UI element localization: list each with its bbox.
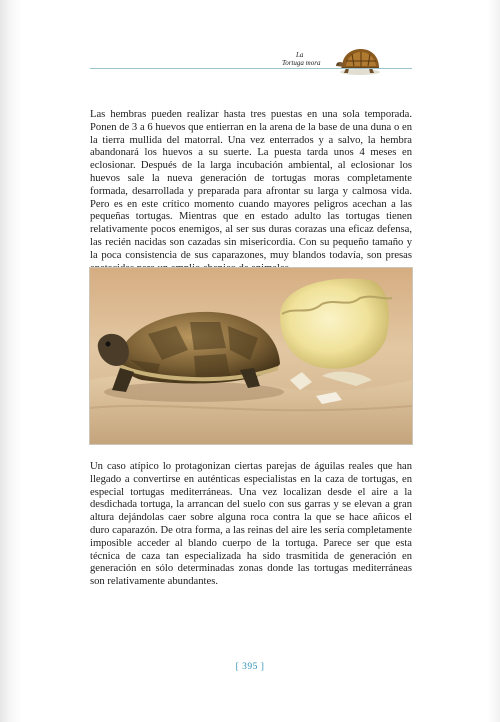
tortoise-icon <box>334 44 384 78</box>
body-paragraph-2: Un caso atípico lo protagonizan ciertas parejas de águilas reales que han llegado a convertirse en auténticas especialistas en la caza de tortugas, en especial tortugas mediterráneas. Una vez localizan desde el aire a la desdichada tortuga, la arrancan del suelo con sus garras y se elevan a gran altura dejándolas caer sobre alguna roca contra la que se hace añicos el duro caparazón. De otra forma, a las reinas del aire les sería completamente imposible acceder al blando cuerpo de la tortuga. Parece ser que esta técnica de caza tan especializada ha sido trasmitida de generación en generación en sólo determinadas zonas donde las tortugas mediterráneas son relativamente abundantes. <box>90 461 412 588</box>
hatchling-tortoise-photo <box>90 268 412 444</box>
header-rule <box>90 68 412 69</box>
running-header-line2: Tortuga mora <box>282 59 321 67</box>
running-header-line1: La <box>296 51 304 59</box>
running-header-title <box>282 51 338 67</box>
body-paragraph-1: Las hembras pueden realizar hasta tres puestas en una sola temporada. Ponen de 3 a 6 huevos que entierran en la arena de la base de una duna o en la tierra mullida del matorral. Una vez enterrados y a salvo, la hembra abandonará los huevos a su suerte. La puesta tarda unos 4 meses en eclosionar. Después de la larga incubación ambiental, al eclosionar los huevos sale la nueva generación de tortugas moras completamente formada, desarrollada y preparada para afrontar su larga y calmosa vida. Pero es en este crítico momento cuando mayores peligros acechan a las pequeñas tortugas. Mientras que en estado adulto las tortugas tienen relativamente pocos enemigos, al ser sus duras corazas una eficaz defensa, las recién nacidas son cazadas sin misericordia. Con su pequeño tamaño y la poca consistencia de sus caparazones, muy blandos todavía, son presas <box>90 109 412 261</box>
page-number: [ 395 ] <box>235 662 265 672</box>
